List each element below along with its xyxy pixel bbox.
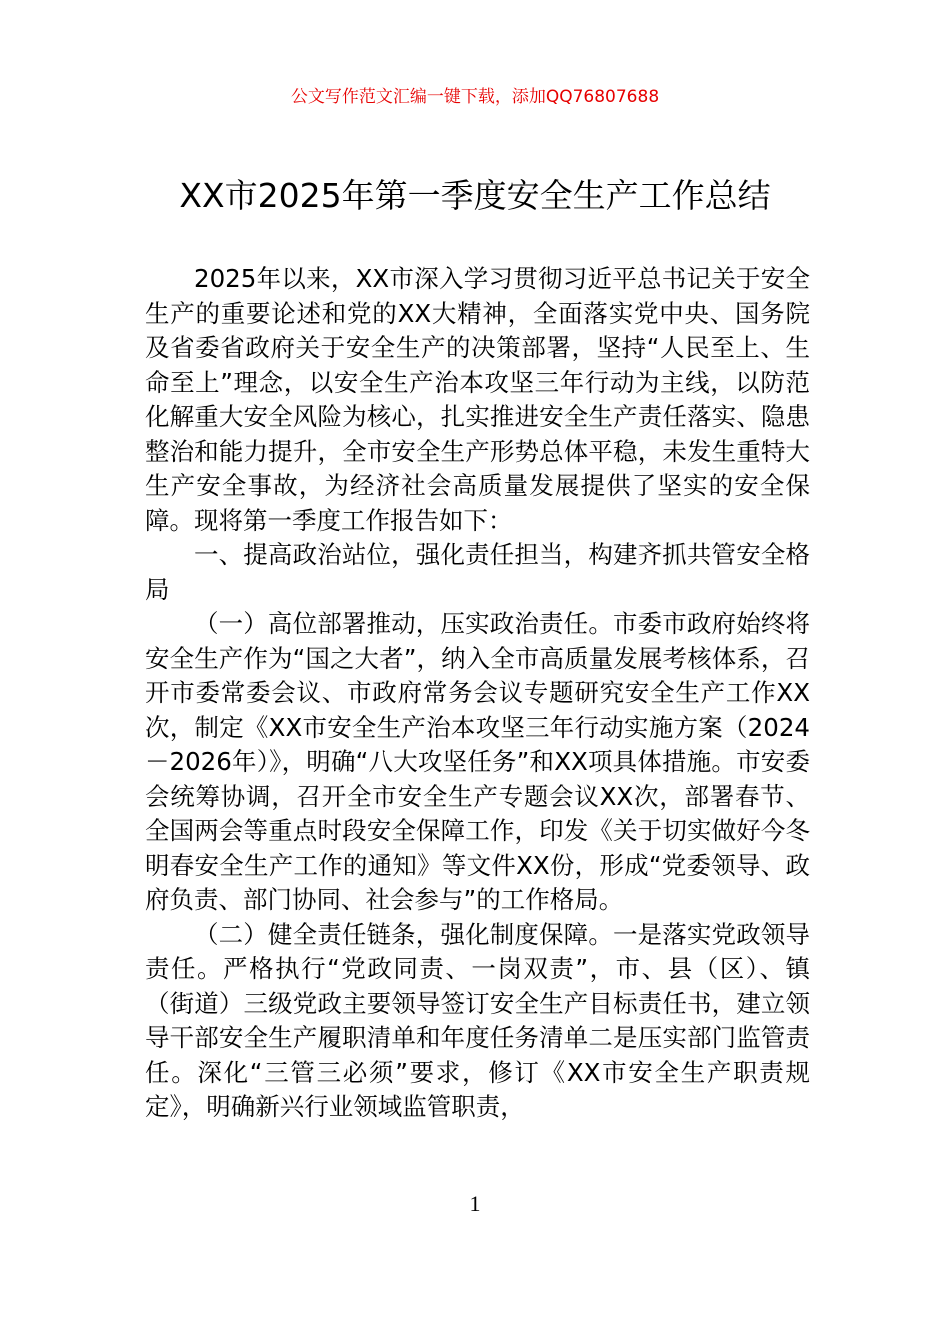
subsection-1-paragraph: （一）高位部署推动，压实政治责任。市委市政府始终将安全生产作为“国之大者”，纳入全市高质量发展考核体系，召开市委常委会议、市政府常务会议专题研究安全生产工作XX次，制定《XX市安全生产治本攻坚三年行动实施方案（2024－2026年）》，明确“八大攻坚任务”和XX项具体措施。市安委会统筹协调，召开全市安全生产专题会议XX次，部署春节、全国两会等重点时段安全保障工作，印发《关于切实做好今冬明春安全生产工作的通知》等文件XX份，形成“党委领导、政府负责、部门协同、社会参与”的工作格局。 bbox=[145, 609, 810, 914]
document-body bbox=[145, 262, 810, 1125]
section-heading-1: 一、提高政治站位，强化责任担当，构建齐抓共管安全格局 bbox=[145, 540, 810, 604]
subsection-2-paragraph: （二）健全责任链条，强化制度保障。一是落实党政领导责任。严格执行“党政同责、一岗双责”，市、县（区）、镇（街道）三级党政主要领导签订安全生产目标责任书，建立领导干部安全生产履职清单和年度任务清单二是压实部门监管责任。深化“三管三必须”要求，修订《XX市安全生产职责规定》，明确新兴行业领域监管职责， bbox=[145, 919, 810, 1121]
download-banner: 公文写作范文汇编一键下载，添加QQ76807688 bbox=[290, 87, 660, 107]
page-number: 1 bbox=[469, 1191, 481, 1216]
intro-paragraph: 2025年以来，XX市深入学习贯彻习近平总书记关于安全生产的重要论述和党的XX大精神，全面落实党中央、国务院及省委省政府关于安全生产的决策部署，坚持“人民至上、生命至上”理念，以安全生产治本攻坚三年行动为主线，以防范化解重大安全风险为核心，扎实推进安全生产责任落实、隐患整治和能力提升，全市安全生产形势总体平稳，未发生重特大生产安全事故，为经济社会高质量发展提供了坚实的安全保障。现将第一季度工作报告如下： bbox=[145, 264, 810, 535]
page-title: XX市2025年第一季度安全生产工作总结 bbox=[179, 176, 771, 215]
